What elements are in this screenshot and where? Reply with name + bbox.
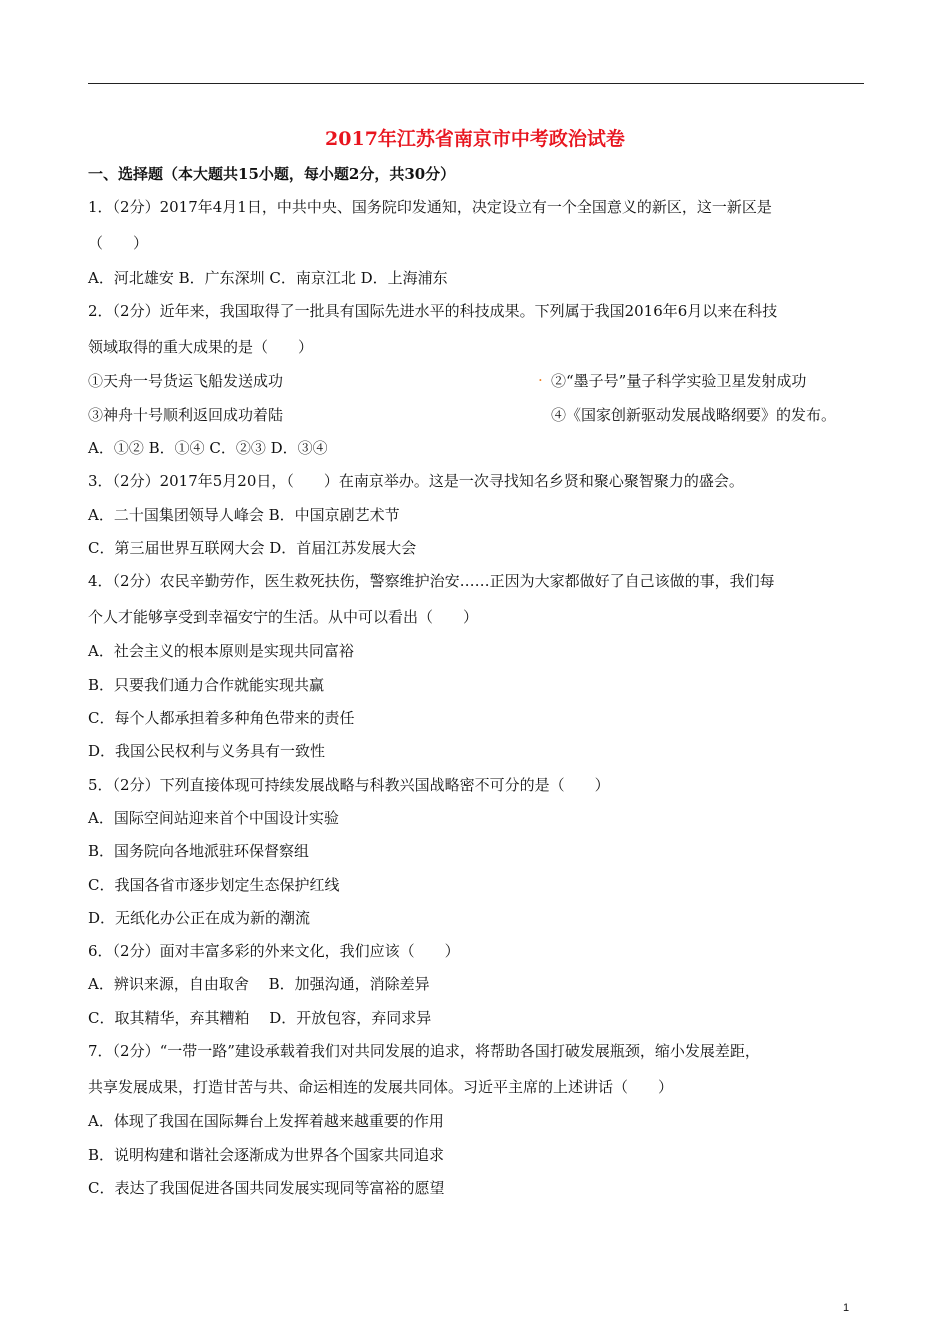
q2-options: A．①② B．①④ C．②③ D．③④ (88, 439, 328, 457)
q7-stem-cont: 共享发展成果，打造甘苦与共、命运相连的发展共同体。习近平主席的上述讲话（ ） (88, 1078, 674, 1096)
q2-stem-cont: 领域取得的重大成果的是（ ） (88, 338, 314, 356)
q1-stem: 1．（2分）2017年4月1日，中共中央、国务院印发通知，决定设立有一个全国意义的新区，这一新区是 (88, 198, 772, 216)
q6-options-2: C．取其精华，弃其糟粕 D．开放包容，弃同求异 (88, 1009, 432, 1027)
q7-option-b: B．说明构建和谐社会逐渐成为世界各个国家共同追求 (88, 1146, 445, 1164)
q2-stem: 2．（2分）近年来，我国取得了一批具有国际先进水平的科技成果。下列属于我国2016年6月以来在科技 (88, 302, 778, 320)
q2-item-1: ①天舟一号货运飞船发送成功 (88, 372, 284, 390)
q4-option-c: C．每个人都承担着多种角色带来的责任 (88, 709, 355, 727)
q4-stem-cont: 个人才能够享受到幸福安宁的生活。从中可以看出（ ） (88, 608, 479, 626)
q6-options-1: A．辨识来源，自由取舍 B．加强沟通，消除差异 (88, 975, 430, 993)
q2-item-3: ③神舟十号顺利返回成功着陆 (88, 406, 284, 424)
q4-option-d: D．我国公民权利与义务具有一致性 (88, 742, 326, 760)
q3-options-2: C．第三届世界互联网大会 D．首届江苏发展大会 (88, 539, 417, 557)
q7-stem: 7．（2分）“一带一路”建设承载着我们对共同发展的追求，将帮助各国打破发展瓶颈，缩小发展差距， (88, 1042, 760, 1060)
q3-options-1: A．二十国集团领导人峰会 B．中国京剧艺术节 (88, 506, 400, 524)
q1-stem-cont: （ ） (88, 234, 149, 252)
q1-options: A．河北雄安 B．广东深圳 C．南京江北 D．上海浦东 (88, 269, 448, 287)
q7-option-a: A．体现了我国在国际舞台上发挥着越来越重要的作用 (88, 1112, 444, 1130)
section-heading: 一、选择题（本大题共15小题，每小题2分，共30分） (88, 165, 456, 183)
q3-stem: 3．（2分）2017年5月20日，（ ）在南京举办。这是一次寻找知名乡贤和聚心聚智聚力的盛会。 (88, 472, 744, 490)
q2-item-4: ④《国家创新驱动发展战略纲要》的发布。 (551, 406, 837, 424)
q5-option-b: B．国务院向各地派驻环保督察组 (88, 842, 310, 860)
q4-option-a: A．社会主义的根本原则是实现共同富裕 (88, 642, 354, 660)
q5-option-a: A．国际空间站迎来首个中国设计实验 (88, 809, 339, 827)
q2-item-2: ②“墨子号”量子科学实验卫星发射成功 (551, 372, 807, 390)
q4-stem: 4．（2分）农民辛勤劳作，医生救死扶伤，警察维护治安……正因为大家都做好了自己该做的事，我们每 (88, 572, 775, 590)
q5-option-d: D．无纸化办公正在成为新的潮流 (88, 909, 311, 927)
q6-stem: 6．（2分）面对丰富多彩的外来文化，我们应该（ ） (88, 942, 460, 960)
header-rule (88, 83, 864, 84)
page-number: 1 (843, 1302, 850, 1314)
q5-stem: 5．（2分）下列直接体现可持续发展战略与科教兴国战略密不可分的是（ ） (88, 776, 610, 794)
q5-option-c: C．我国各省市逐步划定生态保护红线 (88, 876, 340, 894)
q4-option-b: B．只要我们通力合作就能实现共赢 (88, 676, 325, 694)
q7-option-c: C．表达了我国促进各国共同发展实现同等富裕的愿望 (88, 1179, 445, 1197)
stray-dot-mark: . (538, 367, 543, 385)
page-title: 2017年江苏省南京市中考政治试卷 (325, 128, 625, 150)
